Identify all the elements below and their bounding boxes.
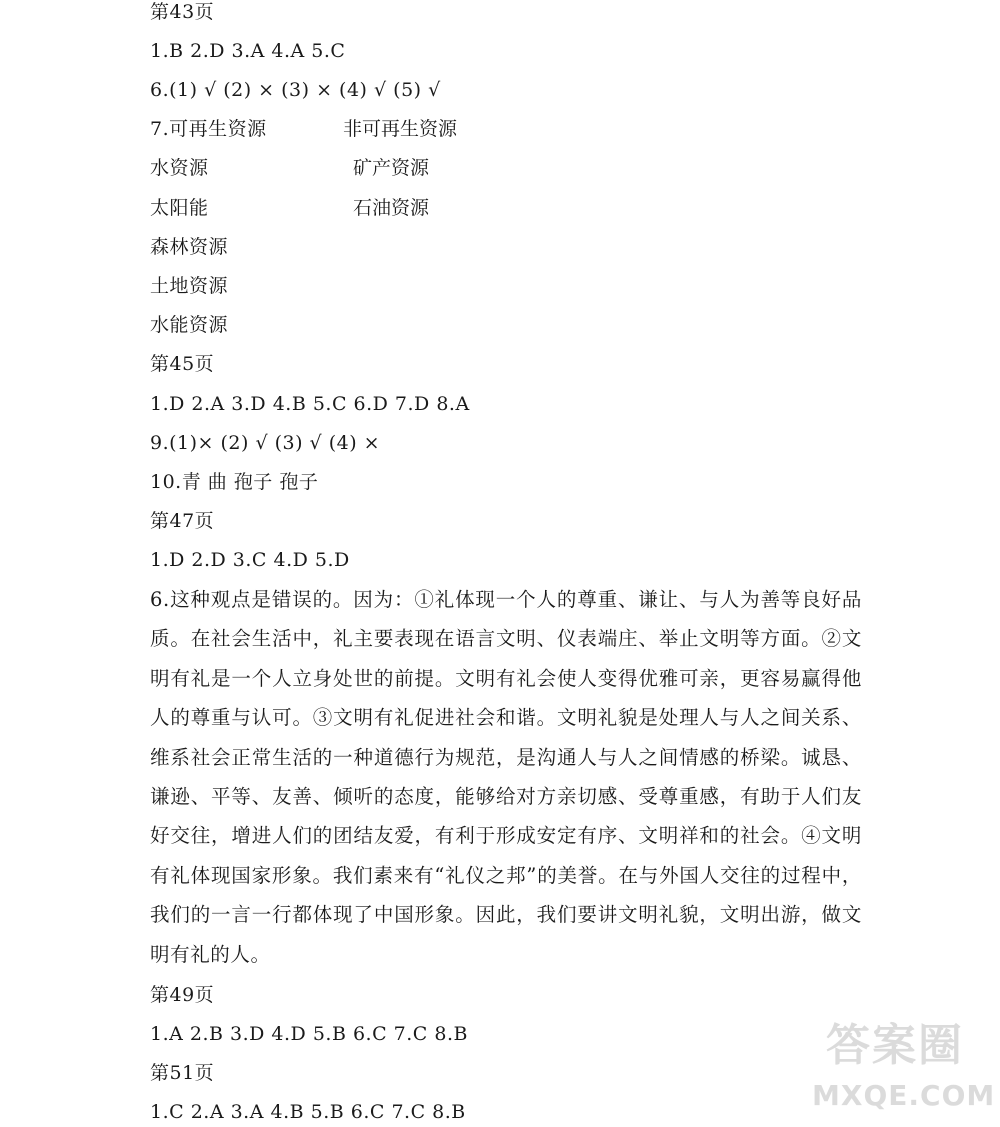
site-watermark (812, 1005, 996, 1123)
answers-p43-q6: 6.(1) √ (2) × (3) × (4) √ (5) √ (150, 79, 441, 101)
answers-p45-q9: 9.(1)× (2) √ (3) √ (4) × (150, 432, 381, 454)
q7-left-item: 森林资源 (150, 236, 229, 258)
answers-p45-q10: 10.青 曲 孢子 孢子 (150, 471, 319, 493)
watermark-url-text: MXQE.COM (812, 1079, 996, 1112)
q7-left-item: 7.可再生资源 (150, 118, 267, 140)
q7-right-item: 非可再生资源 (343, 118, 458, 140)
answers-p43-q1-5: 1.B 2.D 3.A 4.A 5.C (150, 40, 346, 62)
answers-p47-q1-5: 1.D 2.D 3.C 4.D 5.D (150, 549, 350, 571)
q7-left-item: 水能资源 (150, 314, 229, 336)
q7-right-item: 石油资源 (353, 197, 430, 219)
q7-left-item: 太阳能 (150, 197, 209, 219)
section-header-p51: 第51页 (150, 1062, 215, 1084)
answers-p49-q1-8: 1.A 2.B 3.D 4.D 5.B 6.C 7.C 8.B (150, 1023, 468, 1045)
section-header-p43: 第43页 (150, 1, 215, 23)
section-header-p45: 第45页 (150, 353, 215, 375)
q7-right-item: 矿产资源 (353, 157, 430, 179)
answers-p47-q6-paragraph: 6.这种观点是错误的。因为：①礼体现一个人的尊重、谦让、与人为善等良好品质。在社会生活中，礼主要表现在语言文明、仪表端庄、举止文明等方面。②文明有礼是一个人立身处世的前提。文明有礼会使人变得优雅可亲，更容易赢得他人的尊重与认可。③文明有礼促进社会和谐。文明礼貌是处理人与人之间关系、维系社会正常生活的一种道德行为规范，是沟通人与人之间情感的桥梁。诚恳、谦逊、平等、友善、倾听的态度，能够给对方亲切感、受尊重感，有助于人们友好交往，增进人们的团结友爱，有利于形成安定有序、文明祥和的社会。④文明有礼体现国家形象。我们素来有“礼仪之邦”的美誉。在与外国人交往的过程中，我们的一言一行都体现了中国形象。因此，我们要讲文明礼貌，文明出游，做文明有礼的人。 (150, 588, 862, 966)
answers-p51-q1-8: 1.C 2.A 3.A 4.B 5.B 6.C 7.C 8.B (150, 1101, 466, 1123)
q7-left-item: 水资源 (150, 157, 209, 179)
answers-p45-q1-8: 1.D 2.A 3.D 4.B 5.C 6.D 7.D 8.A (150, 393, 470, 415)
section-header-p47: 第47页 (150, 510, 215, 532)
watermark-logo-text: 答案圈 (826, 1020, 964, 1071)
section-header-p49: 第49页 (150, 984, 215, 1006)
q7-left-item: 土地资源 (150, 275, 229, 297)
